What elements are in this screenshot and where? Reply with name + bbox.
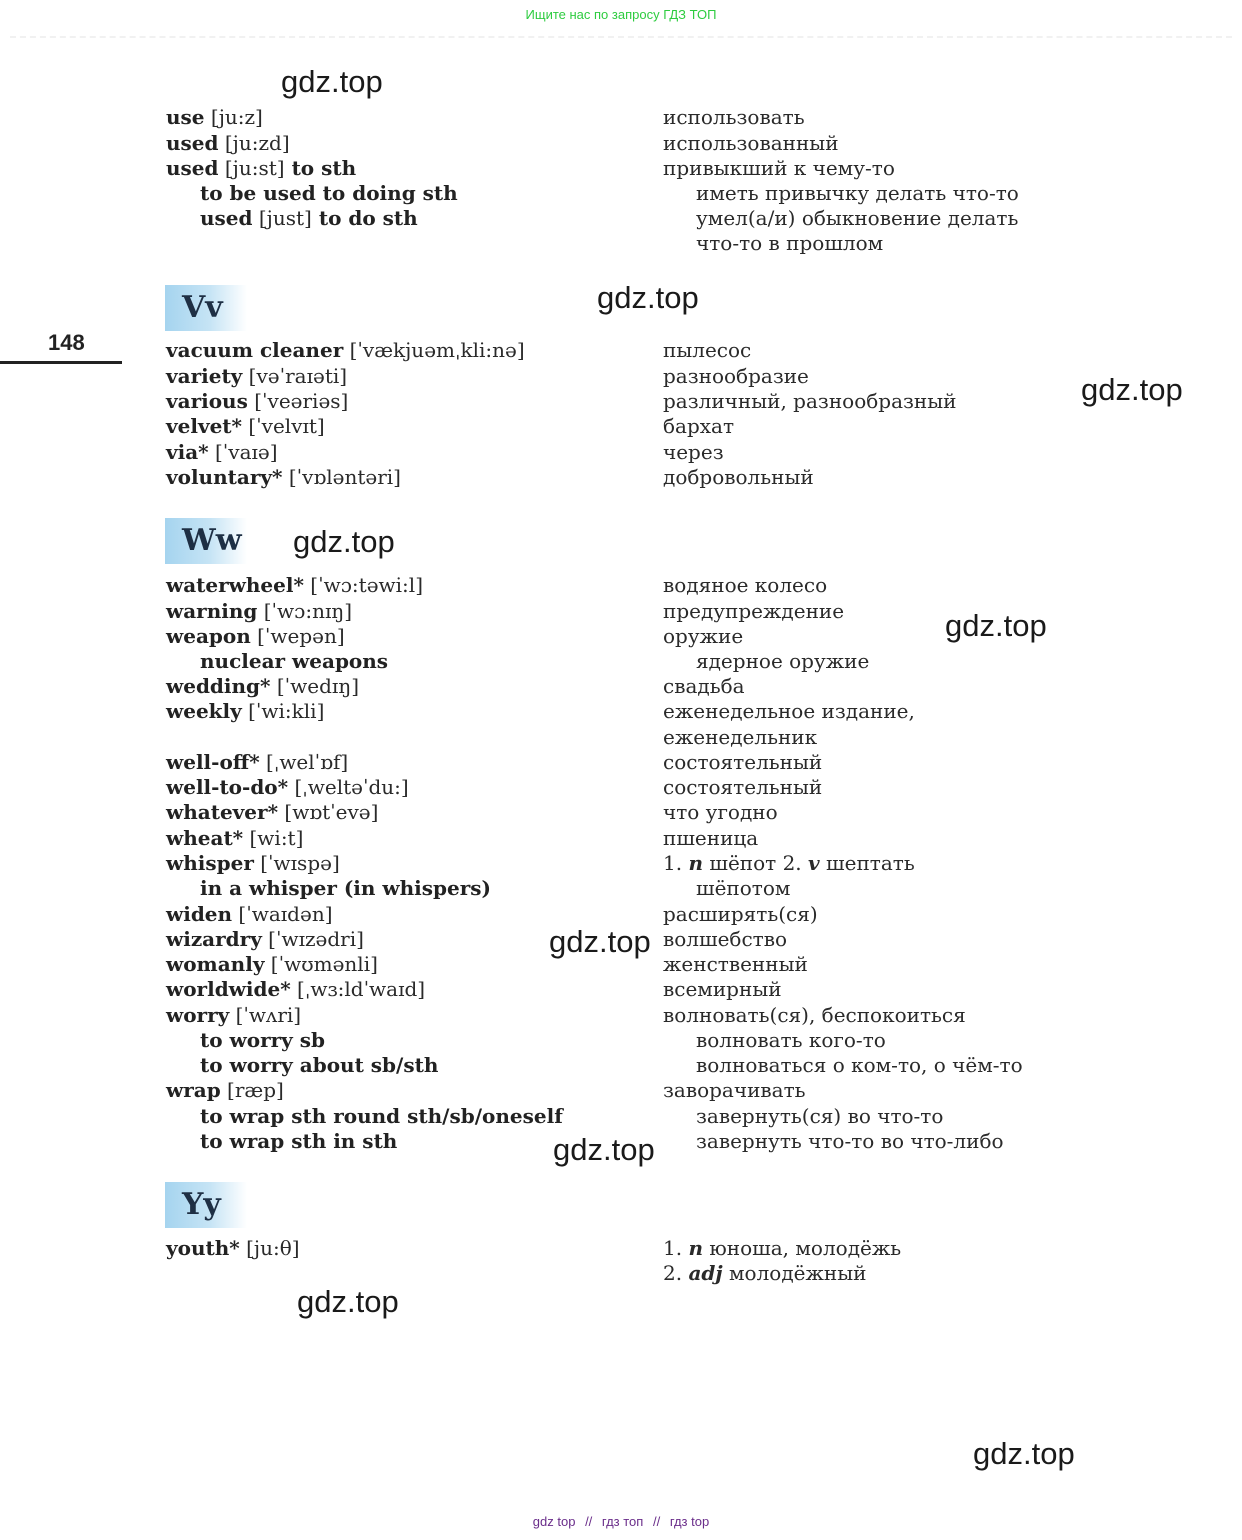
entry-translation: бархат [663,414,735,438]
footer-separator: // [585,1514,593,1529]
entry-english [166,800,378,825]
part-of-speech: adj [688,1261,723,1285]
footer-link[interactable]: gdz top [532,1514,576,1529]
headword: vacuum cleaner [166,338,344,362]
transcription: [ˈwɪzədri] [261,927,364,951]
entry-english [166,414,325,439]
transcription: [ˈvelvɪt] [242,414,325,438]
transcription: [ˈwʊmənli] [264,952,378,976]
footer-link[interactable]: гдз топ [601,1514,644,1529]
headword: wizardry [166,927,262,951]
sense-text: шёпот 2. [703,851,809,875]
watermark: gdz.top [549,924,651,959]
entry-translation: водяное колесо [663,573,828,597]
transcription: [ˈwepən] [250,624,345,648]
entry-translation: добровольный [663,465,814,489]
headword: warning [166,599,258,623]
footer-links [0,1514,1242,1529]
headword: velvet* [166,414,242,438]
banner-divider [10,36,1232,38]
entry-translation: волноваться о ком-то, о чём-то [696,1053,1023,1077]
entry-translation: еженедельник [663,725,818,749]
entry-english [166,927,364,952]
entry-translation: шёпотом [696,876,791,900]
sense-number: 1. [663,851,689,875]
entry-translation: волшебство [663,927,788,951]
watermark: gdz.top [297,1284,399,1319]
headword: worry [166,1003,230,1027]
transcription: [wi:t] [243,826,304,850]
transcription: [ˈwedɪŋ] [270,674,359,698]
headword: widen [166,902,233,926]
entry-translation: состоятельный [663,750,823,774]
watermark: gdz.top [293,524,395,559]
headword: weapon [166,624,251,648]
sense-text: молодёжный [722,1261,867,1285]
entry-translation [663,851,915,876]
entry-translation: использовать [663,105,805,129]
phrase: to worry about sb/sth [200,1053,439,1077]
headword: voluntary* [166,465,283,489]
transcription: [ˈwaɪdən] [232,902,333,926]
entry-translation: через [663,440,724,464]
entry-translation: состоятельный [663,775,823,799]
entry-english [166,131,290,156]
entry-translation: умел(а/и) обыкновение делать [696,206,1019,230]
entry-english [166,826,303,851]
headword: use [166,105,205,129]
headword: worldwide* [166,977,291,1001]
entry-english [166,364,347,389]
page-number-rule [0,361,122,364]
transcription: [ˈwɔ:nɪŋ] [257,599,353,623]
entry-english [166,338,525,363]
transcription: [ˌwɜ:ldˈwaɪd] [290,977,426,1001]
headword: various [166,389,248,413]
transcription: [ju:θ] [239,1236,300,1260]
entry-english [166,851,340,876]
transcription: [ˈvɒləntəri] [282,465,401,489]
transcription: [ræp] [220,1078,284,1102]
entry-english [166,952,378,977]
headword: youth* [166,1236,240,1260]
sense-number: 2. [663,1261,689,1285]
entry-translation: всемирный [663,977,782,1001]
entry-translation: привыкший к чему-то [663,156,895,180]
part-of-speech: n [688,851,703,875]
sense-text: шептать [819,851,915,875]
entry-phrase [200,876,491,901]
phrase: to be used to doing sth [200,181,458,205]
headword: waterwheel* [166,573,304,597]
entry-english [166,599,352,624]
headword: weekly [166,699,242,723]
headword: whatever* [166,800,279,824]
entry-english [166,750,348,775]
part-of-speech: n [688,1236,703,1260]
entry-translation: волновать(ся), беспокоиться [663,1003,966,1027]
transcription: [wɒtˈevə] [278,800,379,824]
phrase: to do sth [311,206,418,230]
entry-translation: пылесос [663,338,752,362]
entry-translation: волновать кого-то [696,1028,886,1052]
transcription: [ˈveəriəs] [247,389,349,413]
letter-heading-y: Yy [165,1182,247,1228]
entry-translation: свадьба [663,674,745,698]
transcription: [just] [252,206,312,230]
entry-translation: расширять(ся) [663,902,818,926]
headword: well-to-do* [166,775,289,799]
entry-translation: еженедельное издание, [663,699,915,723]
entry-phrase [200,206,418,231]
page-number: 148 [48,330,85,355]
watermark: gdz.top [553,1132,655,1167]
entry-translation: иметь привычку делать что-то [696,181,1019,205]
phrase: to wrap sth in sth [200,1129,398,1153]
headword: wedding* [166,674,271,698]
headword: wrap [166,1078,221,1102]
entry-translation: женственный [663,952,808,976]
phrase: in a whisper (in whispers) [200,876,491,900]
watermark: gdz.top [945,608,1047,643]
phrase: to wrap sth round sth/sb/oneself [200,1104,563,1128]
headword: whisper [166,851,254,875]
letter-heading-v: Vv [165,285,247,331]
transcription: [vəˈraɪəti] [242,364,348,388]
phrase: used [200,206,253,230]
headword: via* [166,440,209,464]
part-of-speech: v [808,851,820,875]
entry-phrase [200,1028,325,1053]
transcription: [ju:z] [204,105,263,129]
headword: wheat* [166,826,244,850]
entry-translation: что-то в прошлом [696,231,884,255]
entry-english [166,389,348,414]
entry-translation [663,1236,901,1261]
transcription: [ju:zd] [218,131,290,155]
letter-heading-w: Ww [165,518,247,564]
headword: variety [166,364,243,388]
entry-english [166,156,356,181]
entry-translation: оружие [663,624,744,648]
entry-english [166,674,359,699]
phrase: nuclear weapons [200,649,389,673]
entry-english [166,902,333,927]
entry-english [166,573,423,598]
watermark: gdz.top [597,280,699,315]
entry-translation: ядерное оружие [696,649,870,673]
entry-english [166,440,278,465]
transcription: [ˈvaɪə] [208,440,278,464]
transcription: [ˈwi:kli] [241,699,325,723]
entry-translation: предупреждение [663,599,845,623]
entry-translation: использованный [663,131,839,155]
transcription: [ˈwɔ:təwi:l] [303,573,423,597]
headword: used [166,131,219,155]
transcription: [ju:st] [218,156,285,180]
entry-translation: различный, разнообразный [663,389,957,413]
entry-translation: что угодно [663,800,778,824]
headword: well-off* [166,750,260,774]
footer-link[interactable]: гдз top [669,1514,710,1529]
entry-english [166,624,345,649]
entry-english [166,465,401,490]
transcription: [ˌweltəˈdu:] [288,775,409,799]
entry-phrase [200,1129,397,1154]
entry-translation: пшеница [663,826,759,850]
watermark: gdz.top [281,64,383,99]
entry-english [166,1078,284,1103]
entry-english [166,775,409,800]
entry-phrase [200,1053,438,1078]
entry-english [166,105,263,130]
transcription: [ˈvækjuəmˌkli:nə] [343,338,525,362]
entry-english [166,977,425,1002]
entry-translation: разнообразие [663,364,809,388]
headword: used [166,156,219,180]
entry-translation: заворачивать [663,1078,806,1102]
transcription: [ˌwelˈɒf] [259,750,349,774]
sense-text: юноша, молодёжь [703,1236,902,1260]
sense-number: 1. [663,1236,689,1260]
entry-phrase [200,181,458,206]
entry-english [166,1003,301,1028]
entry-translation [663,1261,866,1286]
transcription: [ˈwɪspə] [253,851,340,875]
transcription: [ˈwʌri] [229,1003,302,1027]
entry-phrase [200,1104,563,1129]
phrase: to worry sb [200,1028,325,1052]
entry-english [166,1236,300,1261]
top-banner[interactable]: Ищите нас по запросу ГДЗ ТОП [525,7,717,22]
entry-translation: завернуть(ся) во что-то [696,1104,944,1128]
headword: womanly [166,952,265,976]
watermark: gdz.top [1081,372,1183,407]
entry-translation: завернуть что-то во что-либо [696,1129,1004,1153]
phrase: to sth [284,156,357,180]
entry-phrase [200,649,388,674]
watermark: gdz.top [973,1436,1075,1471]
entry-english [166,699,324,724]
footer-separator: // [652,1514,661,1529]
